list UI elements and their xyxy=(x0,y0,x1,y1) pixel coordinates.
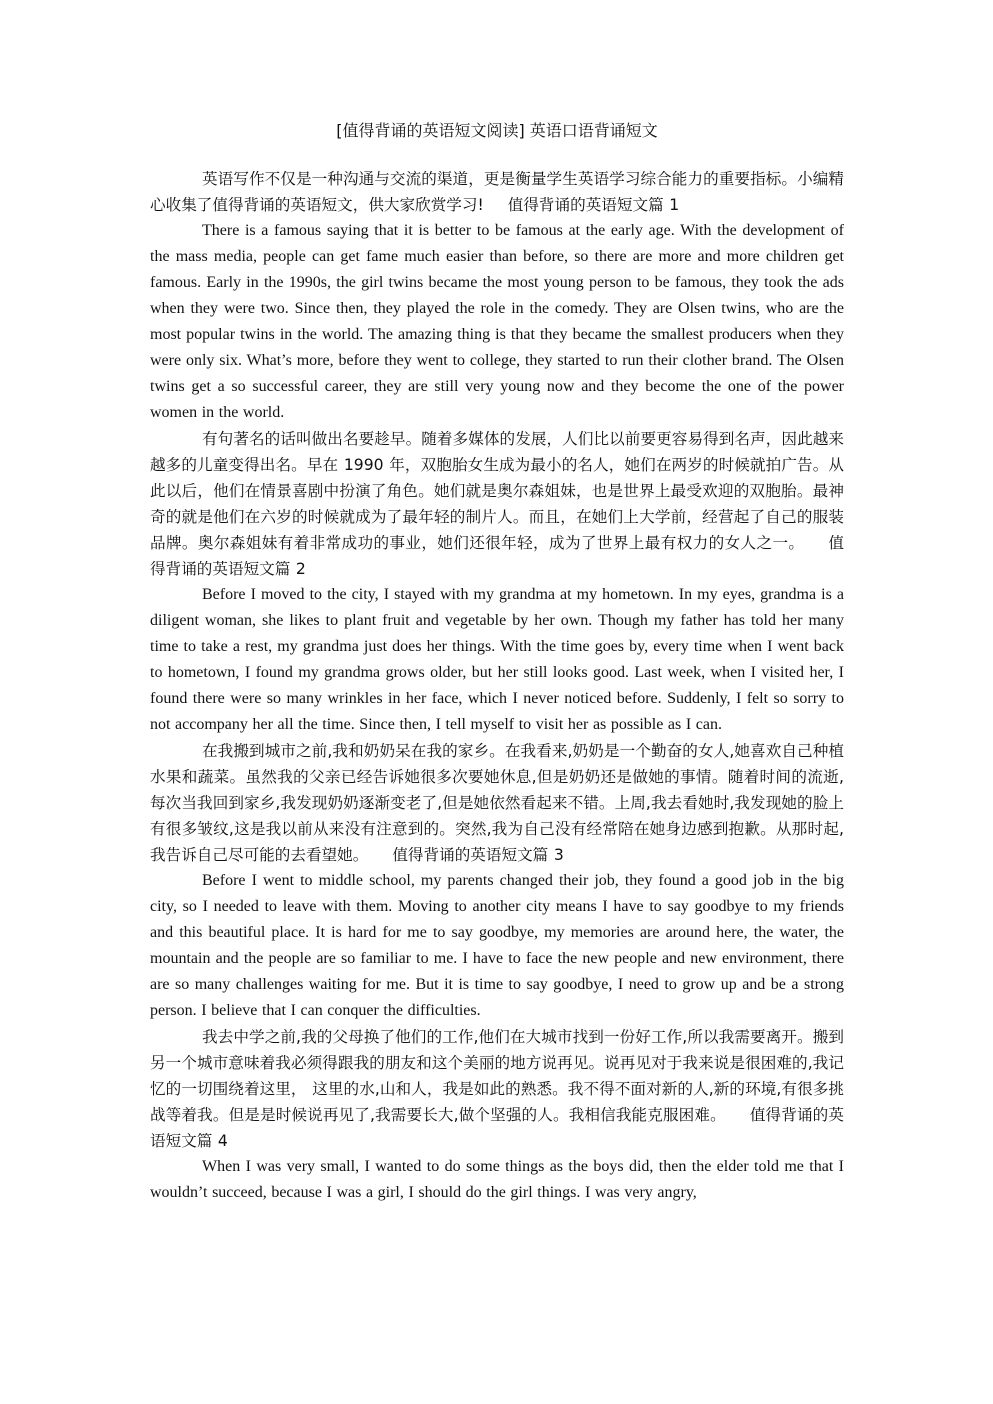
paragraph-english-1 xyxy=(150,218,844,426)
paragraph-text: When I was very small, I wanted to do some things as the boys did, then the elder told me that I wouldn’t succeed, because I was a girl, I should do the girl things. I was very angry, xyxy=(150,1158,844,1201)
paragraph-chinese-2 xyxy=(150,738,844,868)
section-heading: 值得背诵的英语短文篇 4 xyxy=(150,1106,844,1150)
section-heading: 值得背诵的英语短文篇 2 xyxy=(150,534,844,578)
paragraph-text: There is a famous saying that it is better to be famous at the early age. With the development of the mass media, people can get fame much easier than before, so there are more and more children get famous. Early in the 1990s, the girl twins became the most young person to be famous, they took the ads when they were two. Since then, they played the role in the comedy. They are Olsen twins, who are the most popular twins in the world. The amazing thing is that they became the smallest producers when they were only six. What’s more, before they went to college, they started to run their clother brand. The Olsen twins get a so successful career, they are still very young now and they become the one of the power women in the world. xyxy=(150,222,844,421)
paragraph-text: 在我搬到城市之前,我和奶奶呆在我的家乡。在我看来,奶奶是一个勤奋的女人,她喜欢自己种植水果和蔬菜。虽然我的父亲已经告诉她很多次要她休息,但是奶奶还是做她的事情。随着时间的流逝,每次当我回到家乡,我发现奶奶逐渐变老了,但是她依然看起来不错。上周,我去看她时,我发现她的脸上有很多皱纹,这是我以前从来没有注意到的。突然,我为自己没有经常陪在她身边感到抱歉。从那时起,我告诉自己尽可能的去看望她。 xyxy=(150,742,844,864)
paragraph-text: Before I went to middle school, my parents changed their job, they found a good job in the big city, so I needed to leave with them. Moving to another city means I have to say goodbye to my friends and this beautiful place. It is hard for me to say goodbye, my memories are around here, the water, the mountain and the people are so familiar to me. I have to face the new people and new environment, there are so many challenges waiting for me. But it is time to say goodbye, I need to grow up and be a strong person. I believe that I can conquer the difficulties. xyxy=(150,872,844,1019)
paragraph-chinese-1 xyxy=(150,426,844,582)
paragraph-text: 英语写作不仅是一种沟通与交流的渠道，更是衡量学生英语学习综合能力的重要指标。小编精心收集了值得背诵的英语短文，供大家欣赏学习! xyxy=(150,170,844,214)
paragraph-english-4 xyxy=(150,1154,844,1206)
paragraph-english-3 xyxy=(150,868,844,1024)
paragraph-intro xyxy=(150,166,844,218)
paragraph-text: 我去中学之前,我的父母换了他们的工作,他们在大城市找到一份好工作,所以我需要离开。搬到另一个城市意味着我必须得跟我的朋友和这个美丽的地方说再见。说再见对于我来说是很困难的,我记忆的一切围绕着这里， 这里的水,山和人，我是如此的熟悉。我不得不面对新的人,新的环境,有很多挑战等着我。但是是时候说再见了,我需要长大,做个坚强的人。我相信我能克服困难。 xyxy=(150,1028,844,1124)
document-page xyxy=(150,118,844,1206)
paragraph-text: Before I moved to the city, I stayed with my grandma at my hometown. In my eyes, grandma is a diligent woman, she likes to plant fruit and vegetable by her own. Though my father has told her many time to take a rest, my grandma just does her things. With the time goes by, every time when I went back to hometown, I found my grandma grows older, but her still looks good. Last week, when I visited her, I found there were so many wrinkles in her face, which I never noticed before. Suddenly, I felt so sorry to not accompany her all the time. Since then, I tell myself to visit her as possible as I can. xyxy=(150,586,844,733)
paragraph-english-2 xyxy=(150,582,844,738)
paragraph-chinese-3 xyxy=(150,1024,844,1154)
document-title: [值得背诵的英语短文阅读] 英语口语背诵短文 xyxy=(336,121,658,140)
paragraph-text: 有句著名的话叫做出名要趁早。随着多媒体的发展，人们比以前要更容易得到名声，因此越来越多的儿童变得出名。早在 1990 年，双胞胎女生成为最小的名人，她们在两岁的时候就拍广告。从此以后，他们在情景喜剧中扮演了角色。她们就是奥尔森姐妹，也是世界上最受欢迎的双胞胎。最神奇的就是他们在六岁的时候就成为了最年轻的制片人。而且，在她们上大学前，经营起了自己的服装品牌。奥尔森姐妹有着非常成功的事业，她们还很年轻，成为了世界上最有权力的女人之一。 xyxy=(150,430,844,552)
section-heading: 值得背诵的英语短文篇 1 xyxy=(507,196,680,214)
section-heading: 值得背诵的英语短文篇 3 xyxy=(392,846,564,864)
